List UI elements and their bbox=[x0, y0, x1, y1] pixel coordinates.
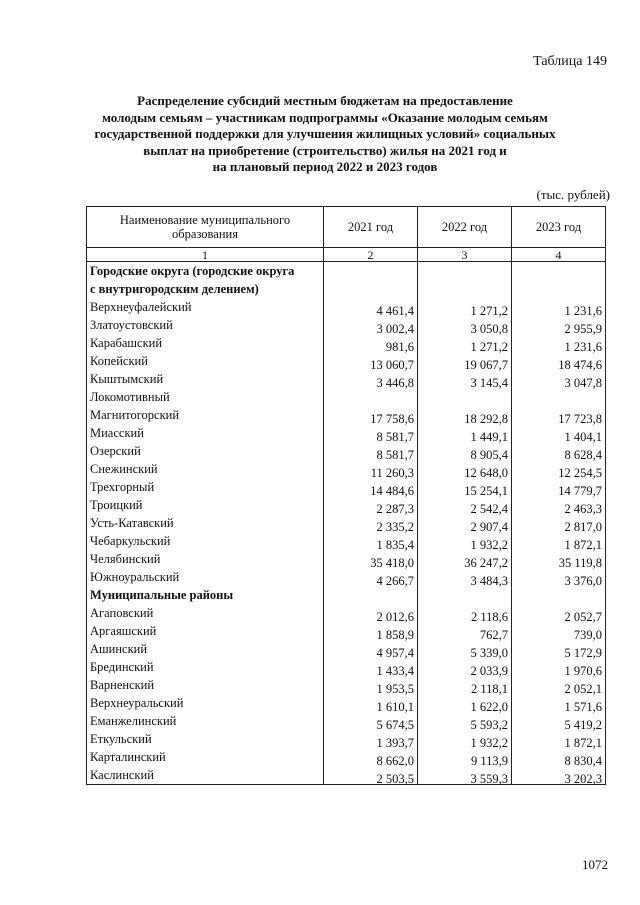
amount-cell bbox=[418, 442, 512, 460]
amount-cell bbox=[324, 658, 418, 676]
amount-cell bbox=[512, 730, 606, 748]
amount-cell bbox=[324, 352, 418, 370]
table-row bbox=[87, 532, 606, 550]
amount-cell bbox=[512, 532, 606, 550]
amount-2022: 18 292,8 bbox=[464, 412, 508, 426]
amount-2021: 3 446,8 bbox=[376, 376, 414, 390]
amount-2022: 19 067,7 bbox=[464, 358, 508, 372]
amount-cell bbox=[418, 604, 512, 622]
amount-cell bbox=[418, 388, 512, 406]
empty-cell bbox=[324, 280, 418, 298]
subsidies-table bbox=[86, 206, 606, 785]
municipality-name: Чебаркульский bbox=[87, 532, 324, 550]
amount-cell bbox=[324, 316, 418, 334]
amount-cell bbox=[512, 568, 606, 586]
amount-cell bbox=[512, 442, 606, 460]
amount-2022: 1 271,2 bbox=[470, 340, 508, 354]
amount-cell bbox=[324, 388, 418, 406]
amount-cell bbox=[418, 406, 512, 424]
amount-2023: 8 830,4 bbox=[564, 754, 602, 768]
amount-cell bbox=[512, 712, 606, 730]
amount-2022: 1 932,2 bbox=[470, 538, 508, 552]
amount-2022: 1 449,1 bbox=[470, 430, 508, 444]
amount-cell bbox=[324, 640, 418, 658]
table-row bbox=[87, 334, 606, 352]
amount-2021: 4 461,4 bbox=[376, 304, 414, 318]
amount-2021: 981,6 bbox=[385, 340, 414, 354]
amount-2021: 4 266,7 bbox=[376, 574, 414, 588]
amount-2021: 3 002,4 bbox=[376, 322, 414, 336]
amount-2023: 5 419,2 bbox=[564, 718, 602, 732]
amount-2022: 1 622,0 bbox=[470, 700, 508, 714]
table-row bbox=[87, 478, 606, 496]
amount-cell bbox=[324, 766, 418, 785]
amount-cell bbox=[324, 442, 418, 460]
amount-2022: 2 118,1 bbox=[470, 682, 508, 696]
amount-2021: 4 957,4 bbox=[376, 646, 414, 660]
municipality-name: Аргаяшский bbox=[87, 622, 324, 640]
municipality-name: Карталинский bbox=[87, 748, 324, 766]
table-row bbox=[87, 496, 606, 514]
amount-cell bbox=[418, 712, 512, 730]
amount-cell bbox=[418, 352, 512, 370]
amount-2023: 2 052,1 bbox=[564, 682, 602, 696]
column-number: 1 bbox=[87, 248, 324, 262]
amount-2022: 3 145,4 bbox=[470, 376, 508, 390]
units-label: (тыс. рублей) bbox=[536, 187, 610, 202]
amount-2022: 36 247,2 bbox=[464, 556, 508, 570]
municipality-name: Усть-Катавский bbox=[87, 514, 324, 532]
amount-cell bbox=[324, 676, 418, 694]
amount-2022: 3 484,3 bbox=[470, 574, 508, 588]
empty-cell bbox=[512, 280, 606, 298]
amount-cell bbox=[512, 694, 606, 712]
amount-2023: 1 571,6 bbox=[564, 700, 602, 714]
amount-cell bbox=[324, 622, 418, 640]
amount-2021: 2 012,6 bbox=[376, 610, 414, 624]
amount-cell bbox=[512, 478, 606, 496]
empty-cell bbox=[418, 280, 512, 298]
amount-cell bbox=[418, 478, 512, 496]
amount-2023: 3 202,3 bbox=[564, 772, 602, 786]
municipality-name: Агаповский bbox=[87, 604, 324, 622]
amount-2022: 2 118,6 bbox=[470, 610, 508, 624]
table-row bbox=[87, 658, 606, 676]
amount-2021: 2 335,2 bbox=[376, 520, 414, 534]
amount-cell bbox=[418, 568, 512, 586]
amount-2023: 18 474,6 bbox=[558, 358, 602, 372]
amount-2021: 1 835,4 bbox=[376, 538, 414, 552]
amount-2022: 762,7 bbox=[479, 628, 508, 642]
amount-cell bbox=[512, 658, 606, 676]
municipality-name: Еткульский bbox=[87, 730, 324, 748]
amount-cell bbox=[324, 748, 418, 766]
table-row bbox=[87, 370, 606, 388]
table-header-row bbox=[87, 207, 606, 248]
amount-2022: 12 648,0 bbox=[464, 466, 508, 480]
amount-cell bbox=[512, 460, 606, 478]
amount-cell bbox=[512, 316, 606, 334]
amount-cell bbox=[418, 766, 512, 785]
amount-2021: 13 060,7 bbox=[370, 358, 414, 372]
amount-cell bbox=[418, 550, 512, 568]
municipality-name: Варненский bbox=[87, 676, 324, 694]
amount-cell bbox=[512, 352, 606, 370]
section-row bbox=[87, 586, 606, 604]
table-row bbox=[87, 550, 606, 568]
empty-cell bbox=[418, 262, 512, 281]
amount-cell bbox=[418, 622, 512, 640]
table-row bbox=[87, 694, 606, 712]
header-2021: 2021 год bbox=[324, 207, 418, 248]
table-row bbox=[87, 316, 606, 334]
amount-2022: 1 932,2 bbox=[470, 736, 508, 750]
amount-2021: 14 484,6 bbox=[370, 484, 414, 498]
amount-2023: 1 231,6 bbox=[564, 304, 602, 318]
table-row bbox=[87, 766, 606, 785]
amount-cell bbox=[418, 694, 512, 712]
amount-cell bbox=[512, 334, 606, 352]
amount-2022: 2 542,4 bbox=[470, 502, 508, 516]
amount-2022: 5 339,0 bbox=[470, 646, 508, 660]
amount-cell bbox=[418, 640, 512, 658]
municipality-name: Карабашский bbox=[87, 334, 324, 352]
municipality-name: Златоустовский bbox=[87, 316, 324, 334]
table-label: Таблица 149 bbox=[533, 54, 607, 69]
amount-2021: 8 662,0 bbox=[376, 754, 414, 768]
amount-2023: 1 872,1 bbox=[564, 538, 602, 552]
municipality-name: Ашинский bbox=[87, 640, 324, 658]
amount-cell bbox=[418, 676, 512, 694]
table-body bbox=[87, 262, 606, 785]
amount-2022: 15 254,1 bbox=[464, 484, 508, 498]
amount-2021: 1 953,5 bbox=[376, 682, 414, 696]
amount-cell bbox=[418, 370, 512, 388]
amount-2023: 739,0 bbox=[573, 628, 602, 642]
table-row bbox=[87, 604, 606, 622]
municipality-name: Кыштымский bbox=[87, 370, 324, 388]
amount-2021: 1 433,4 bbox=[376, 664, 414, 678]
title-line: молодым семьям – участникам подпрограммы «Оказание молодым семьям bbox=[102, 109, 548, 125]
amount-cell bbox=[512, 424, 606, 442]
table-row bbox=[87, 730, 606, 748]
amount-cell bbox=[324, 532, 418, 550]
amount-2021: 11 260,3 bbox=[370, 466, 414, 480]
section-heading: Муниципальные районы bbox=[87, 586, 324, 604]
amount-2022: 3 050,8 bbox=[470, 322, 508, 336]
amount-cell bbox=[418, 532, 512, 550]
table-row bbox=[87, 748, 606, 766]
section-heading: с внутригородским делением) bbox=[87, 280, 324, 298]
amount-2023: 3 047,8 bbox=[564, 376, 602, 390]
amount-2023: 12 254,5 bbox=[558, 466, 602, 480]
amount-cell bbox=[324, 370, 418, 388]
amount-2023: 2 052,7 bbox=[564, 610, 602, 624]
column-number: 2 bbox=[324, 248, 418, 262]
empty-cell bbox=[512, 262, 606, 281]
amount-cell bbox=[512, 766, 606, 785]
amount-2021: 2 503,5 bbox=[376, 772, 414, 786]
header-name: Наименование муниципального образования bbox=[87, 207, 324, 248]
amount-2022: 2 033,9 bbox=[470, 664, 508, 678]
amount-cell bbox=[324, 730, 418, 748]
table-row bbox=[87, 406, 606, 424]
amount-cell bbox=[324, 568, 418, 586]
municipality-name: Каслинский bbox=[87, 766, 324, 785]
amount-2023: 2 817,0 bbox=[564, 520, 602, 534]
amount-cell bbox=[418, 496, 512, 514]
table-row bbox=[87, 568, 606, 586]
amount-cell bbox=[512, 406, 606, 424]
amount-2023: 8 628,4 bbox=[564, 448, 602, 462]
amount-2023: 14 779,7 bbox=[558, 484, 602, 498]
municipality-name: Южноуральский bbox=[87, 568, 324, 586]
title-line: выплат на приобретение (строительство) жилья на 2021 год и bbox=[143, 142, 507, 158]
amount-cell bbox=[324, 694, 418, 712]
column-number: 4 bbox=[512, 248, 606, 262]
municipality-name: Миасский bbox=[87, 424, 324, 442]
municipality-name: Снежинский bbox=[87, 460, 324, 478]
amount-cell bbox=[512, 388, 606, 406]
amount-2023: 17 723,8 bbox=[558, 412, 602, 426]
municipality-name: Троицкий bbox=[87, 496, 324, 514]
empty-cell bbox=[324, 586, 418, 604]
municipality-name: Магнитогорский bbox=[87, 406, 324, 424]
amount-2021: 17 758,6 bbox=[370, 412, 414, 426]
column-number-row bbox=[87, 248, 606, 262]
amount-cell bbox=[512, 748, 606, 766]
amount-2022: 3 559,3 bbox=[470, 772, 508, 786]
amount-2021: 1 858,9 bbox=[376, 628, 414, 642]
amount-cell bbox=[512, 550, 606, 568]
amount-2023: 1 872,1 bbox=[564, 736, 602, 750]
amount-cell bbox=[324, 406, 418, 424]
amount-2021: 1 610,1 bbox=[376, 700, 414, 714]
title-line: на плановый период 2022 и 2023 годов bbox=[212, 159, 438, 174]
amount-cell bbox=[512, 622, 606, 640]
amount-cell bbox=[418, 730, 512, 748]
municipality-name: Брединский bbox=[87, 658, 324, 676]
amount-cell bbox=[324, 460, 418, 478]
table-row bbox=[87, 622, 606, 640]
section-heading: Городские округа (городские округа bbox=[87, 262, 324, 281]
table-row bbox=[87, 424, 606, 442]
amount-cell bbox=[418, 316, 512, 334]
amount-2023: 2 463,3 bbox=[564, 502, 602, 516]
municipality-name: Локомотивный bbox=[87, 388, 324, 406]
amount-2021: 2 287,3 bbox=[376, 502, 414, 516]
amount-cell bbox=[418, 514, 512, 532]
municipality-name: Озерский bbox=[87, 442, 324, 460]
amount-2021: 35 418,0 bbox=[370, 556, 414, 570]
amount-cell bbox=[324, 496, 418, 514]
amount-2022: 8 905,4 bbox=[470, 448, 508, 462]
table-row bbox=[87, 676, 606, 694]
table-row bbox=[87, 640, 606, 658]
column-number: 3 bbox=[418, 248, 512, 262]
amount-2023: 2 955,9 bbox=[564, 322, 602, 336]
amount-2022: 9 113,9 bbox=[470, 754, 508, 768]
amount-2022: 5 593,2 bbox=[470, 718, 508, 732]
table-row bbox=[87, 388, 606, 406]
amount-cell bbox=[512, 496, 606, 514]
table-row bbox=[87, 514, 606, 532]
header-2022: 2022 год bbox=[418, 207, 512, 248]
amount-cell bbox=[324, 298, 418, 316]
amount-2021: 1 393,7 bbox=[376, 736, 414, 750]
municipality-name: Верхнеуфалейский bbox=[87, 298, 324, 316]
amount-2021: 5 674,5 bbox=[376, 718, 414, 732]
amount-cell bbox=[324, 712, 418, 730]
amount-2022: 1 271,2 bbox=[470, 304, 508, 318]
amount-2023: 5 172,9 bbox=[564, 646, 602, 660]
amount-cell bbox=[512, 298, 606, 316]
page-number: 1072 bbox=[582, 857, 608, 872]
empty-cell bbox=[324, 262, 418, 281]
table-row bbox=[87, 352, 606, 370]
amount-cell bbox=[418, 658, 512, 676]
document-title bbox=[80, 93, 570, 176]
amount-2023: 1 404,1 bbox=[564, 430, 602, 444]
amount-2023: 1 231,6 bbox=[564, 340, 602, 354]
empty-cell bbox=[418, 586, 512, 604]
amount-cell bbox=[324, 604, 418, 622]
amount-cell bbox=[418, 424, 512, 442]
amount-cell bbox=[512, 514, 606, 532]
table-row bbox=[87, 460, 606, 478]
amount-cell bbox=[418, 334, 512, 352]
title-line: Распределение субсидий местным бюджетам на предоставление bbox=[137, 93, 513, 108]
section-row bbox=[87, 262, 606, 281]
amount-cell bbox=[324, 550, 418, 568]
amount-cell bbox=[512, 676, 606, 694]
municipality-name: Копейский bbox=[87, 352, 324, 370]
amount-cell bbox=[418, 298, 512, 316]
amount-cell bbox=[324, 334, 418, 352]
municipality-name: Челябинский bbox=[87, 550, 324, 568]
amount-2022: 2 907,4 bbox=[470, 520, 508, 534]
amount-cell bbox=[512, 370, 606, 388]
amount-cell bbox=[324, 478, 418, 496]
amount-2023: 35 119,8 bbox=[558, 556, 602, 570]
amount-2023: 1 970,6 bbox=[564, 664, 602, 678]
empty-cell bbox=[512, 586, 606, 604]
amount-cell bbox=[418, 460, 512, 478]
amount-cell bbox=[324, 514, 418, 532]
municipality-name: Трехгорный bbox=[87, 478, 324, 496]
amount-cell bbox=[418, 748, 512, 766]
amount-2023: 3 376,0 bbox=[564, 574, 602, 588]
municipality-name: Верхнеуральский bbox=[87, 694, 324, 712]
amount-cell bbox=[324, 424, 418, 442]
amount-cell bbox=[512, 604, 606, 622]
table-row bbox=[87, 712, 606, 730]
title-line: государственной поддержки для улучшения жилищных условий» социальных bbox=[94, 126, 556, 141]
amount-cell bbox=[512, 640, 606, 658]
table-row bbox=[87, 442, 606, 460]
municipality-name: Еманжелинский bbox=[87, 712, 324, 730]
section-row bbox=[87, 280, 606, 298]
table-row bbox=[87, 298, 606, 316]
amount-2021: 8 581,7 bbox=[376, 448, 414, 462]
header-2023: 2023 год bbox=[512, 207, 606, 248]
amount-2021: 8 581,7 bbox=[376, 430, 414, 444]
